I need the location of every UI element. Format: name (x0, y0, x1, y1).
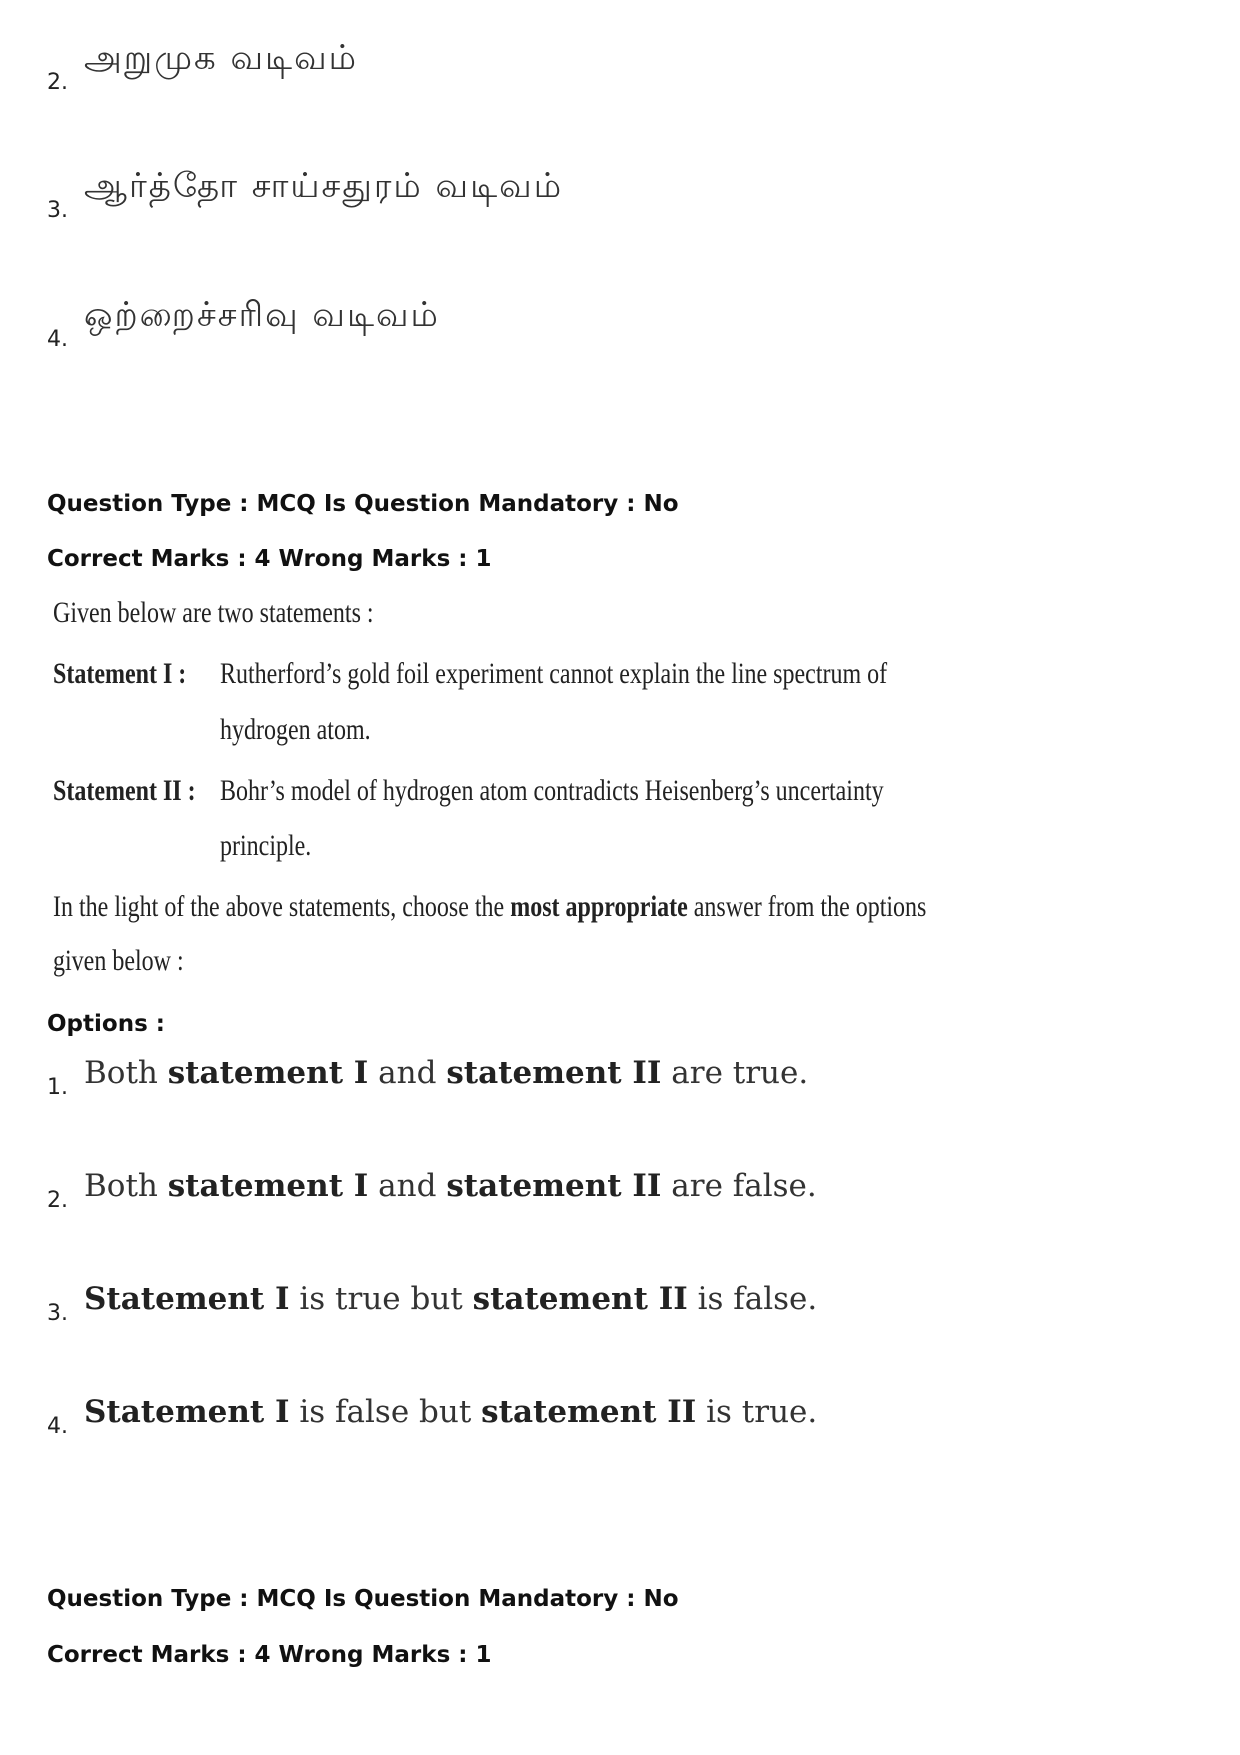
option-bold-text: statement I (167, 1055, 369, 1091)
option-text: is false but (299, 1394, 472, 1430)
option-number: 3. (47, 1301, 68, 1326)
instruction-line-1 (53, 890, 926, 924)
option-number: 4. (47, 1414, 68, 1439)
option-bold-text: statement II (481, 1394, 697, 1430)
option-bold-text: statement II (472, 1281, 688, 1317)
statement-2-line-2: principle. (220, 829, 312, 862)
statement-1-line-2: hydrogen atom. (220, 713, 371, 746)
question-intro: Given below are two statements : (53, 596, 374, 629)
option-text: are true. (671, 1055, 809, 1091)
statement-1-line-1: Rutherford’s gold foil experiment cannot explain the line spectrum of (220, 657, 888, 690)
instruction-text: answer from the options (693, 890, 927, 923)
option-text: are false. (671, 1168, 817, 1204)
option-text-tamil: ஒற்றைச்சரிவு வடிவம் (84, 295, 440, 335)
instruction-text: In the light of the above statements, choose the (53, 890, 505, 923)
option-number: 4. (47, 327, 68, 352)
option-text: is true but (299, 1281, 463, 1317)
option-4[interactable] (84, 1394, 817, 1430)
options-label: Options : (47, 1011, 165, 1037)
instruction-line-2: given below : (53, 944, 184, 977)
option-number: 3. (47, 198, 68, 223)
option-bold-text: Statement I (84, 1394, 290, 1430)
option-number: 1. (47, 1075, 68, 1100)
option-number: 2. (47, 70, 68, 95)
statement-1-label: Statement I : (53, 657, 187, 690)
option-bold-text: statement I (167, 1168, 369, 1204)
option-text: Both (84, 1168, 158, 1204)
option-bold-text: Statement I (84, 1281, 290, 1317)
option-text: is true. (706, 1394, 818, 1430)
option-bold-text: statement II (446, 1168, 662, 1204)
option-text-tamil: ஆர்த்தோ சாய்சதுரம் வடிவம் (84, 166, 564, 206)
option-text: Both (84, 1055, 158, 1091)
option-bold-text: statement II (446, 1055, 662, 1091)
option-1[interactable] (84, 1055, 808, 1091)
question-marks-line: Correct Marks : 4 Wrong Marks : 1 (47, 546, 492, 572)
next-question-type-line: Question Type : MCQ Is Question Mandatory : No (47, 1586, 679, 1612)
option-text: and (378, 1055, 437, 1091)
question-type-line: Question Type : MCQ Is Question Mandatory : No (47, 491, 679, 517)
option-number: 2. (47, 1188, 68, 1213)
statement-2-line-1: Bohr’s model of hydrogen atom contradicts Heisenberg’s uncertainty (220, 774, 884, 807)
statement-2-label: Statement II : (53, 774, 196, 807)
option-text: and (378, 1168, 437, 1204)
option-2[interactable] (84, 1168, 817, 1204)
option-3[interactable] (84, 1281, 817, 1317)
option-text-tamil: அறுமுக வடிவம் (84, 38, 359, 78)
option-text: is false. (697, 1281, 818, 1317)
next-question-marks-line: Correct Marks : 4 Wrong Marks : 1 (47, 1642, 492, 1668)
instruction-emphasis: most appropriate (510, 890, 688, 923)
